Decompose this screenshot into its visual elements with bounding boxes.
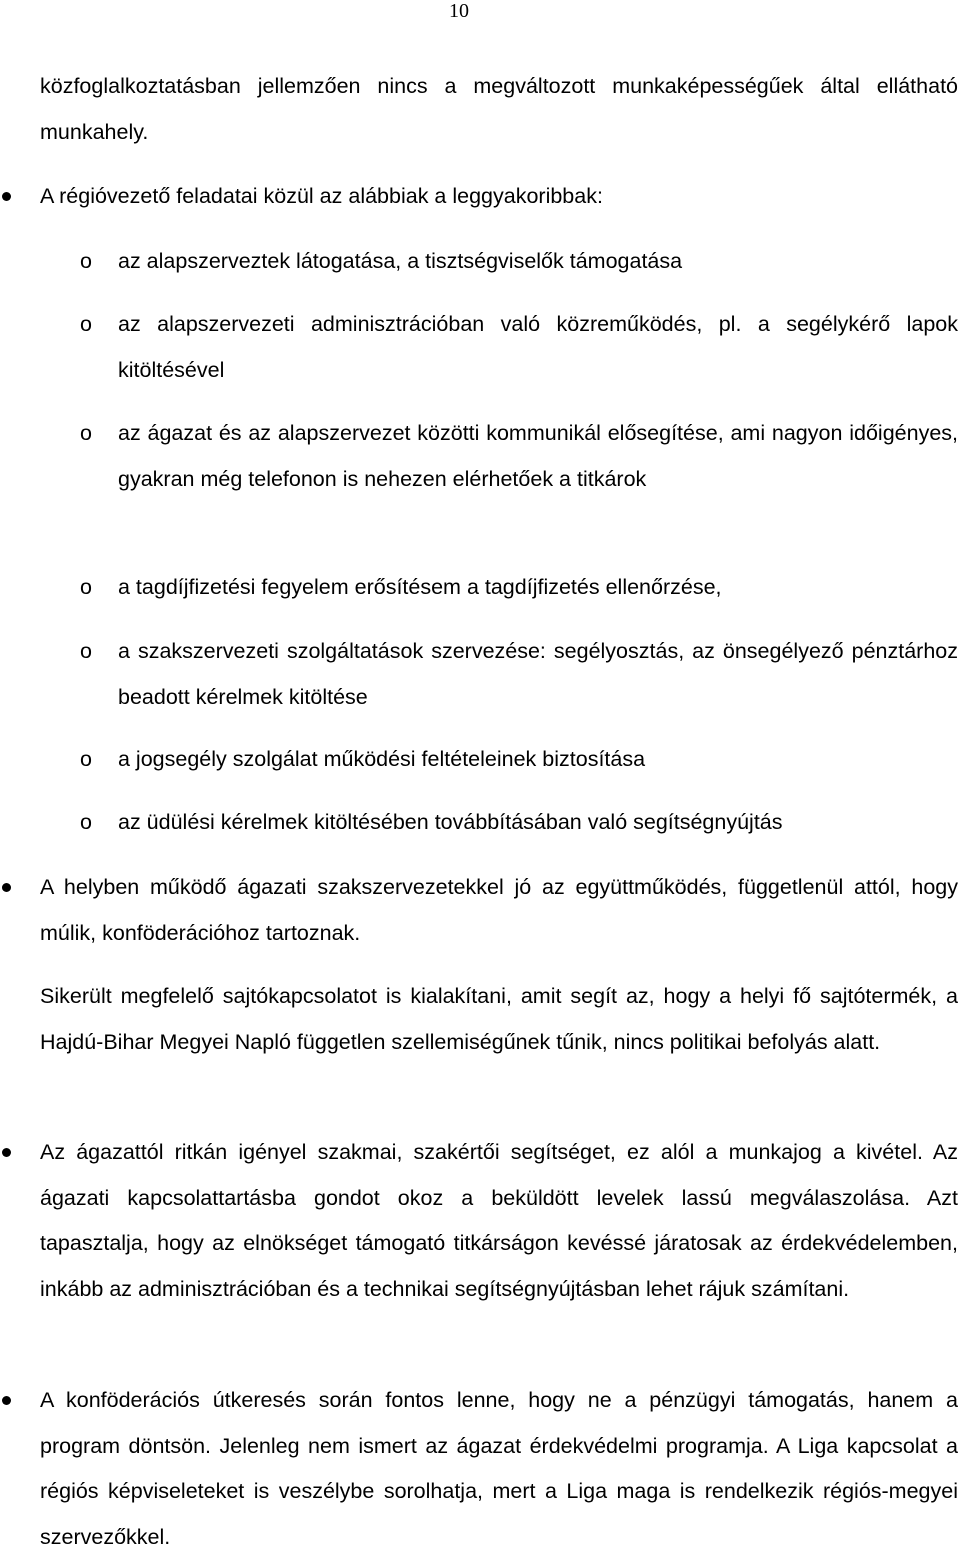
sub-item: a tagdíjfizetési fegyelem erősítésem a tagdíjfizetés ellenőrzése, bbox=[118, 575, 722, 599]
sub-bullet-marker: o bbox=[80, 249, 92, 273]
sub-item: az ágazat és az alapszervezet közötti kommunikál elősegítése, ami nagyon időigényes, gyakran még telefonon is nehezen elérhetőek a titkárok bbox=[118, 421, 958, 491]
bullet-paragraph-cooperation: A helyben működő ágazati szakszervezetekkel jó az együttműködés, függetlenül attól, hogy múlik, konföderációhoz tartoznak. bbox=[40, 875, 958, 945]
bullet-paragraph-confederation: A konföderációs útkeresés során fontos lenne, hogy ne a pénzügyi támogatás, hanem a program döntsön. Jelenleg nem ismert az ágazat érdekvédelmi programja. A Liga kapcsolat a régiós képviseleteket is veszélybe sorolhatja, mert a Liga maga is rendelkezik régiós-megyei szervezőkkel. bbox=[40, 1388, 958, 1549]
sub-bullet-marker: o bbox=[80, 810, 92, 834]
paragraph-press: Sikerült megfelelő sajtókapcsolatot is kialakítani, amit segít az, hogy a helyi fő sajtótermék, a Hajdú-Bihar Megyei Napló független szellemiségűnek tűnik, nincs politikai befolyás alatt. bbox=[40, 984, 958, 1054]
bullet-paragraph-regional-tasks: A régióvezető feladatai közül az alábbiak a leggyakoribbak: bbox=[40, 184, 603, 208]
sub-bullet-marker: o bbox=[80, 312, 92, 336]
sub-bullet-marker: o bbox=[80, 639, 92, 663]
sub-bullet-marker: o bbox=[80, 575, 92, 599]
bullet-dot bbox=[2, 883, 11, 892]
sub-item: a szakszervezeti szolgáltatások szervezése: segélyosztás, az önsegélyező pénztárhoz beadott kérelmek kitöltése bbox=[118, 639, 958, 709]
sub-bullet-marker: o bbox=[80, 421, 92, 445]
sub-item: az alapszervezeti adminisztrációban való közreműködés, pl. a segélykérő lapok kitöltésével bbox=[118, 312, 958, 382]
bullet-dot bbox=[2, 1148, 11, 1157]
page-number: 10 bbox=[449, 0, 469, 22]
bullet-dot bbox=[2, 1396, 11, 1405]
sub-item: az üdülési kérelmek kitöltésében továbbításában való segítségnyújtás bbox=[118, 810, 783, 834]
sub-item: az alapszerveztek látogatása, a tisztségviselők támogatása bbox=[118, 249, 683, 273]
sub-bullet-marker: o bbox=[80, 747, 92, 771]
bullet-dot bbox=[2, 192, 11, 201]
sub-item: a jogsegély szolgálat működési feltételeinek biztosítása bbox=[118, 747, 646, 771]
bullet-paragraph-sector-support: Az ágazattól ritkán igényel szakmai, szakértői segítséget, ez alól a munkajog a kivétel. Az ágazati kapcsolattartásba gondot okoz a beküldött levelek lassú megválaszolása. Azt tapasztalja, hogy az elnökséget támogató titkárságon kevéssé járatosak az érdekvédelemben, inkább az adminisztrációban és a technikai segítségnyújtásban lehet rájuk számítani. bbox=[40, 1140, 958, 1301]
paragraph-continuation: közfoglalkoztatásban jellemzően nincs a megváltozott munkaképességűek által ellátható munkahely. bbox=[40, 74, 958, 144]
